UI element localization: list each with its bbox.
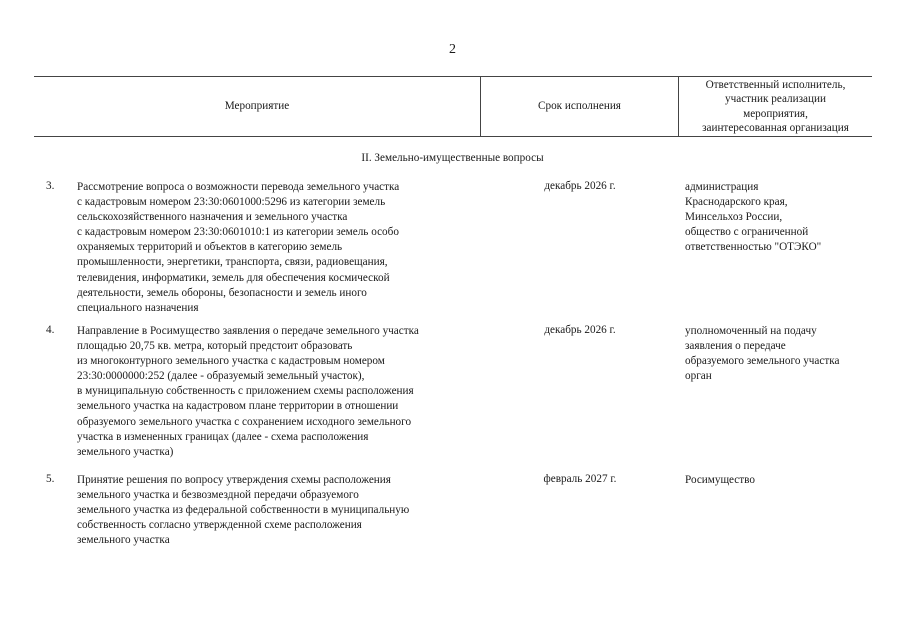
row-responsible: Росимущество — [685, 474, 755, 486]
row-number: 5. — [46, 473, 55, 485]
row-number: 4. — [46, 324, 55, 336]
row-deadline: февраль 2027 г. — [543, 473, 617, 485]
row-responsible: уполномоченный на подачу заявления о передаче образуемого земельного участка орган — [685, 325, 840, 383]
page-number: 2 — [449, 42, 456, 57]
header-event: Мероприятие — [224, 100, 290, 113]
table-header-bottom-border — [34, 136, 872, 137]
row-responsible: администрация Краснодарского края, Минсельхоз России, общество с ограниченной ответственностью "ОТЭКО" — [685, 181, 822, 254]
row-description: Направление в Росимущество заявления о передаче земельного участка площадью 20,75 кв. метра, который предстоит образовать из многоконтурного земельного участка с кадастровым номером 23:30:0000000:252 (далее - образуемый земельный участок), в муниципальную собственность с приложением схемы расположения земельного участка на кадастровом плане территории в отношении образуемого земельного участка с сохранением исходного земельного участка в измененных границах (далее - схема расположения земельного участка) — [77, 325, 419, 458]
row-deadline: декабрь 2026 г. — [544, 324, 616, 336]
row-description: Принятие решения по вопросу утверждения схемы расположения земельного участка и безвозмездной передачи образуемого земельного участка из федеральной собственности в муниципальную собственность согласно утвержденной схеме расположения земельного участка — [77, 474, 410, 547]
row-number: 3. — [46, 180, 55, 192]
header-responsible: Ответственный исполнитель, участник реализации мероприятия, заинтересованная организация — [702, 78, 849, 134]
row-description: Рассмотрение вопроса о возможности перевода земельного участка с кадастровым номером 23:30:0601000:5296 из категории земель сельскохозяйственного назначения и земельного участка с кадастровым номером 23:30:0601010:1 из категории земель особо охраняемых территорий и объектов в категорию земель промышленности, энергетики, транспорта, связи, радиовещания, телевидения, информатики, земель для обеспечения космической деятельности, земель обороны, безопасности и земель иного специального назначения — [77, 181, 400, 314]
header-deadline: Срок исполнения — [538, 100, 621, 113]
section-title: II. Земельно-имущественные вопросы — [361, 152, 544, 164]
row-deadline: декабрь 2026 г. — [544, 180, 616, 192]
